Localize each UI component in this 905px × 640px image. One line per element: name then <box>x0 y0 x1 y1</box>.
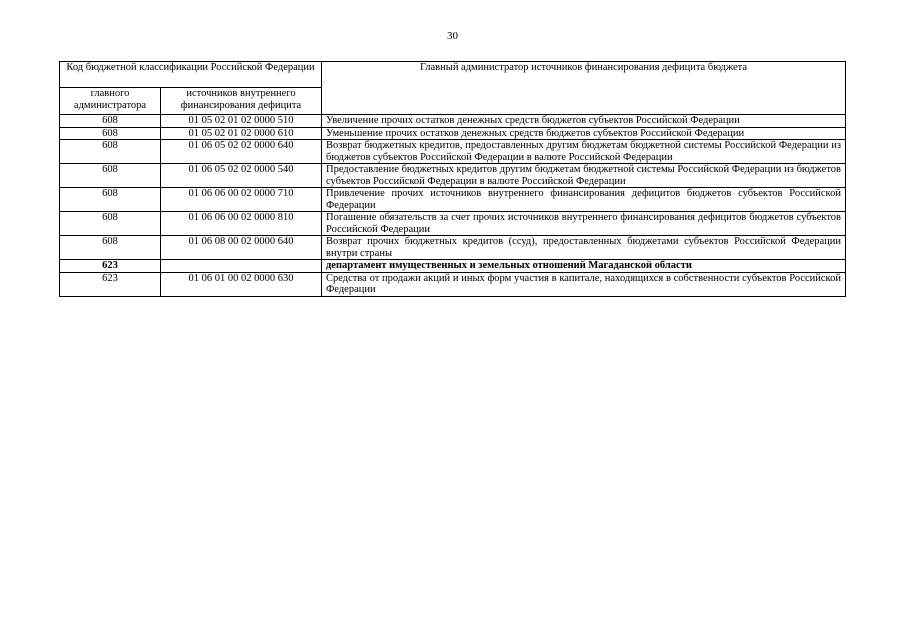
description-cell: Предоставление бюджетных кредитов другим бюджетам бюджетной системы Российской Федерации из бюджетов субъектов Российской Федерации в валюте Российской Федерации <box>322 164 846 188</box>
budget-sources-table <box>59 61 846 297</box>
description-cell: Погашение обязательств за счет прочих источников внутреннего финансирования дефицитов бюджетов субъектов Российской Федерации <box>322 212 846 236</box>
table-row <box>60 188 846 212</box>
admin-code-cell: 608 <box>60 188 161 212</box>
admin-code-cell: 608 <box>60 236 161 260</box>
page-number: 30 <box>447 30 458 42</box>
table-row <box>60 127 846 140</box>
source-code-cell <box>161 260 322 273</box>
source-code-cell: 01 05 02 01 02 0000 510 <box>161 115 322 128</box>
description-cell: Увеличение прочих остатков денежных средств бюджетов субъектов Российской Федерации <box>322 115 846 128</box>
description-cell: Возврат бюджетных кредитов, предоставленных другим бюджетам бюджетной системы Российской Федерации из бюджетов субъектов Российской Федерации в валюте Российской Федерации <box>322 140 846 164</box>
source-code-cell: 01 05 02 01 02 0000 610 <box>161 127 322 140</box>
admin-code-cell: 608 <box>60 140 161 164</box>
table-row <box>60 272 846 296</box>
table-row <box>60 212 846 236</box>
admin-code-cell: 608 <box>60 127 161 140</box>
table-row <box>60 115 846 128</box>
source-code-cell: 01 06 01 00 02 0000 630 <box>161 272 322 296</box>
description-cell: департамент имущественных и земельных отношений Магаданской области <box>322 260 846 273</box>
header-admin-code: главного администратора <box>60 88 161 115</box>
description-cell: Возврат прочих бюджетных кредитов (ссуд), предоставленных бюджетами субъектов Российской Федерации внутри страны <box>322 236 846 260</box>
table-row <box>60 236 846 260</box>
source-code-cell: 01 06 06 00 02 0000 710 <box>161 188 322 212</box>
source-code-cell: 01 06 05 02 02 0000 540 <box>161 164 322 188</box>
admin-code-cell: 623 <box>60 260 161 273</box>
source-code-cell: 01 06 06 00 02 0000 810 <box>161 212 322 236</box>
source-code-cell: 01 06 05 02 02 0000 640 <box>161 140 322 164</box>
admin-code-cell: 608 <box>60 115 161 128</box>
description-cell: Привлечение прочих источников внутреннего финансирования дефицитов бюджетов субъектов Российской Федерации <box>322 188 846 212</box>
admin-code-cell: 623 <box>60 272 161 296</box>
admin-code-cell: 608 <box>60 164 161 188</box>
header-classification-code: Код бюджетной классификации Российской Федерации <box>60 62 322 88</box>
admin-code-cell: 608 <box>60 212 161 236</box>
table-row <box>60 260 846 273</box>
description-cell: Средства от продажи акций и иных форм участия в капитале, находящихся в собственности субъектов Российской Федерации <box>322 272 846 296</box>
description-cell: Уменьшение прочих остатков денежных средств бюджетов субъектов Российской Федерации <box>322 127 846 140</box>
header-source-code: источников внутреннего финансирования дефицита <box>161 88 322 115</box>
header-administrator-name: Главный администратор источников финансирования дефицита бюджета <box>322 62 846 115</box>
table-row <box>60 140 846 164</box>
table-row <box>60 164 846 188</box>
table-body <box>60 115 846 297</box>
source-code-cell: 01 06 08 00 02 0000 640 <box>161 236 322 260</box>
